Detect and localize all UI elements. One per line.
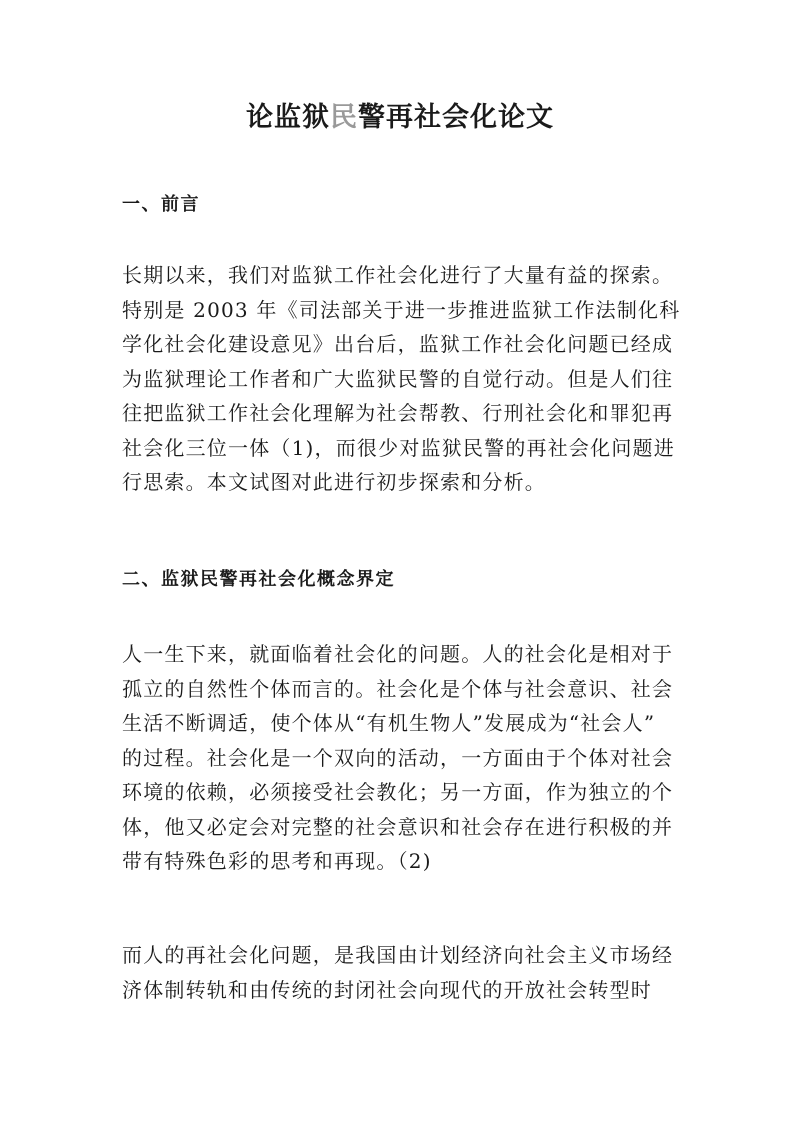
text-line: 孤立的自然性个体而言的。社会化是个体与社会意识、社会 [122, 676, 674, 701]
document-title [0, 98, 800, 138]
text-line: 为监狱理论工作者和广大监狱民警的自觉行动。但是人们往 [122, 366, 674, 391]
section-heading-concept: 二、监狱民警再社会化概念界定 [122, 569, 395, 590]
text-line: 长期以来，我们对监狱工作社会化进行了大量有益的探索。 [122, 263, 674, 287]
text-line: 人一生下来，就面临着社会化的问题。人的社会化是相对于 [122, 642, 674, 666]
paragraph-preface [122, 258, 692, 500]
text-line: 行思索。本文试图对此进行初步探索和分析。 [122, 470, 546, 494]
title-part-1: 论监狱 [246, 102, 330, 133]
section-heading-preface: 一、前言 [122, 194, 200, 215]
text-line: 济体制转轨和由传统的封闭社会向现代的开放社会转型时 [122, 977, 652, 1002]
paragraph-socialization [122, 637, 692, 879]
text-line: 社会化三位一体（1)，而很少对监狱民警的再社会化问题进 [122, 435, 675, 460]
text-line: 学化社会化建设意见》出台后，监狱工作社会化问题已经成 [122, 332, 674, 356]
text-line: 而人的再社会化问题，是我国由计划经济向社会主义市场经 [122, 943, 674, 967]
title-part-2: 警再社会化论文 [358, 102, 554, 133]
text-line: 往把监狱工作社会化理解为社会帮教、行刑社会化和罪犯再 [122, 401, 674, 425]
text-line: 生活不断调适，使个体从“有机生物人”发展成为“社会人” [122, 711, 656, 735]
text-line: 带有特殊色彩的思考和再现。（2) [122, 849, 432, 873]
text-line: 环境的依赖，必须接受社会教化；另一方面，作为独立的个 [122, 780, 674, 804]
text-line: 特别是 2003 年《司法部关于进一步推进监狱工作法制化科 [122, 297, 681, 322]
title-watermark-character: 民 [330, 102, 358, 133]
text-line: 体，他又必定会对完整的社会意识和社会存在进行积极的并 [122, 814, 674, 839]
text-line: 的过程。社会化是一个双向的活动，一方面由于个体对社会 [122, 745, 674, 770]
paragraph-resocialization [122, 938, 692, 1007]
